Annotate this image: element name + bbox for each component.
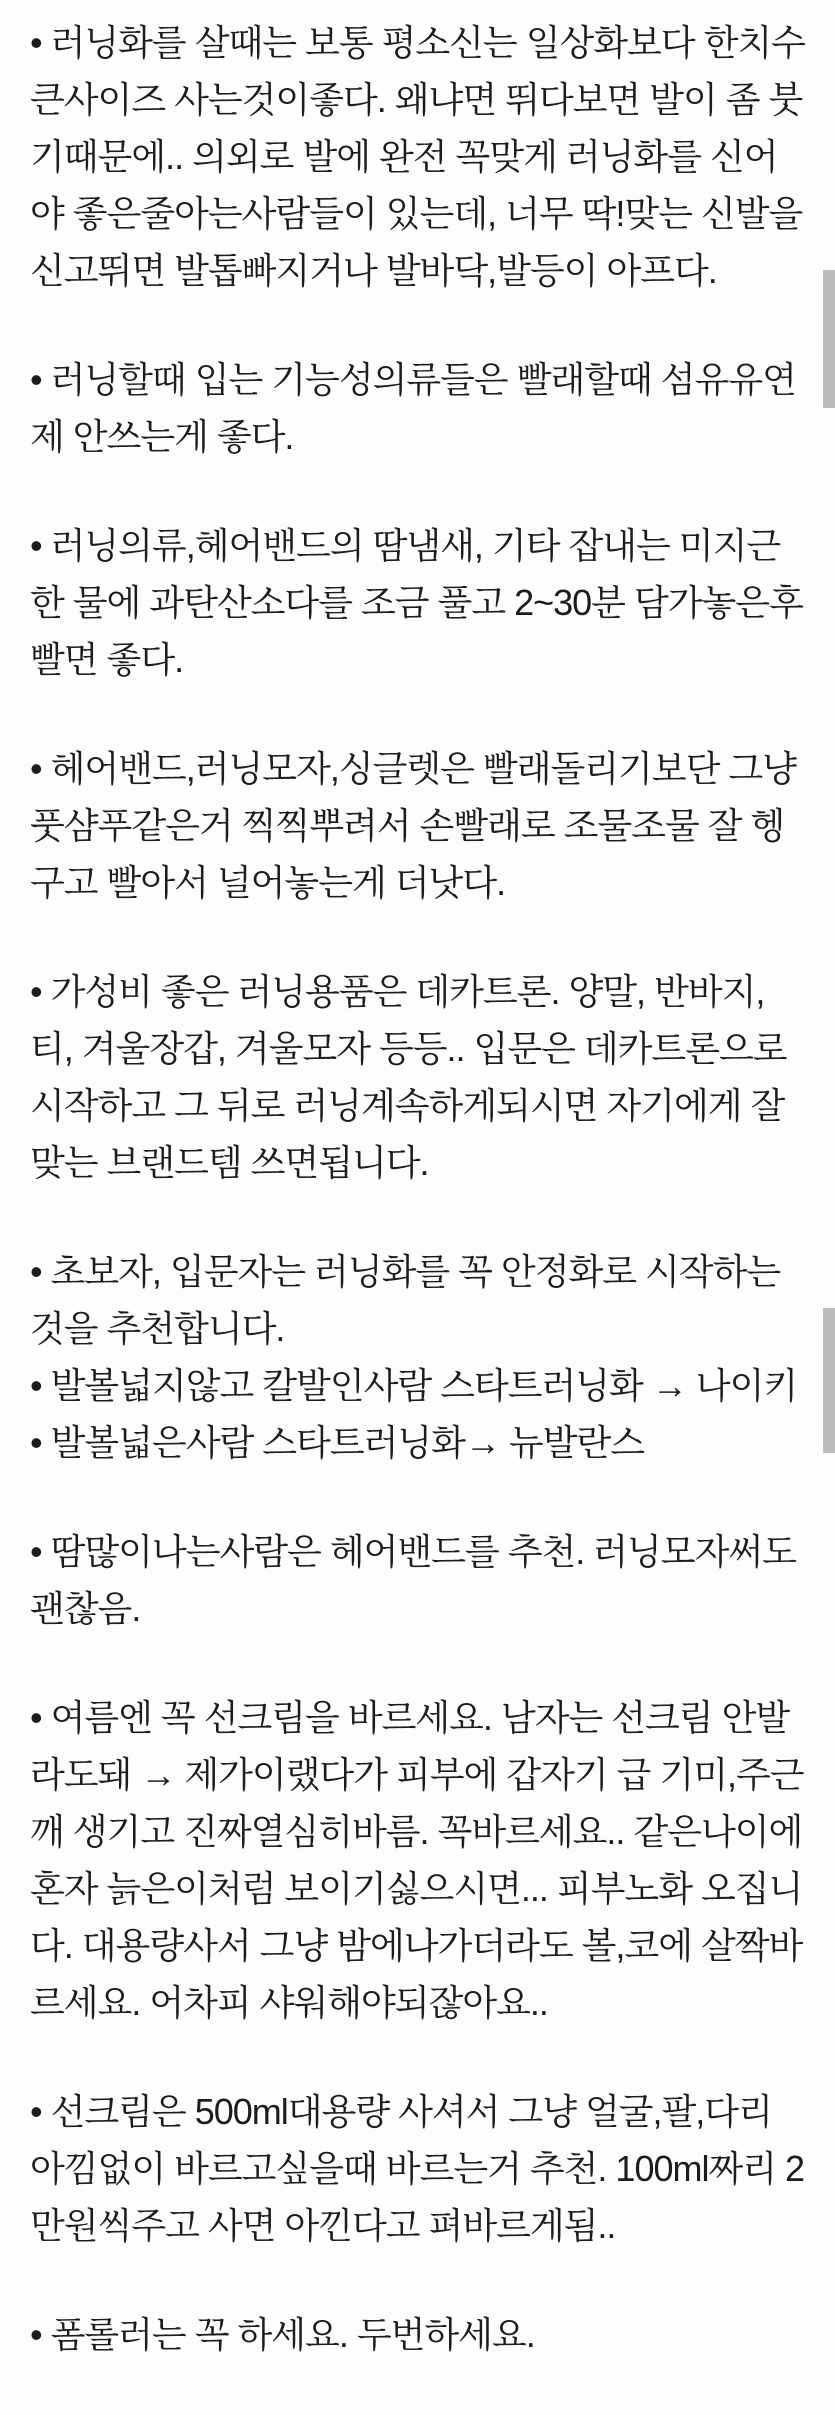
tip-text: • 러닝할때 입는 기능성의류들은 빨래할때 섬유유연제 안쓰는게 좋다.: [30, 359, 796, 457]
tip-block-decathlon: [30, 963, 807, 1191]
tip-block-beginner-shoes: [30, 1243, 807, 1471]
tip-text: • 러닝화를 살때는 보통 평소신는 일상화보다 한치수 큰사이즈 사는것이좋다. 왜냐면 뛰다보면 발이 좀 붓기때문에.. 의외로 발에 완전 꼭맞게 러닝화를 신어야 좋은줄아는사람들이 있는데, 너무 딱!맞는 신발을 신고뛰면 발톱빠지거나 발바닥,발등이 아프다.: [30, 22, 805, 291]
tip-text: • 러닝의류,헤어밴드의 땀냄새, 기타 잡내는 미지근한 물에 과탄산소다를 조금 풀고 2~30분 담가놓은후 빨면 좋다.: [30, 525, 803, 680]
tip-text: • 발볼넓지않고 칼발인사람 스타트러닝화 → 나이키: [30, 1365, 798, 1406]
tip-text: • 헤어밴드,러닝모자,싱글렛은 빨래돌리기보단 그냥 풋샴푸같은거 찍찍뿌려서 손빨래로 조물조물 잘 헹구고 빨아서 널어놓는게 더낫다.: [30, 748, 796, 903]
tip-block-fabric-softener: [30, 351, 807, 465]
tip-block-sunscreen: [30, 1689, 807, 2031]
tip-block-foam-roller: [30, 2306, 807, 2363]
scrollbar-thumb-lower[interactable]: [823, 1308, 835, 1453]
tip-block-shoe-size: [30, 14, 807, 299]
tip-text: • 땀많이나는사람은 헤어밴드를 추천. 러닝모자써도 괜찮음.: [30, 1531, 796, 1629]
tip-text: • 선크림은 500ml대용량 사셔서 그냥 얼굴,팔,다리 아낌없이 바르고싶을때 바르는거 추천. 100ml짜리 2만원씩주고 사면 아낀다고 펴바르게됨..: [30, 2091, 805, 2246]
tip-text: • 초보자, 입문자는 러닝화를 꼭 안정화로 시작하는것을 추천합니다.: [30, 1251, 781, 1349]
tip-text: • 가성비 좋은 러닝용품은 데카트론. 양말, 반바지, 티, 겨울장갑, 겨울모자 등등.. 입문은 데카트론으로 시작하고 그 뒤로 러닝계속하게되시면 자기에게 잘맞는 브랜드템 쓰면됩니다.: [30, 971, 787, 1183]
tip-text: • 여름엔 꼭 선크림을 바르세요. 남자는 선크림 안발라도돼 → 제가이랬다가 피부에 갑자기 급 기미,주근깨 생기고 진짜열심히바름. 꼭바르세요.. 같은나이에 혼자 늙은이처럼 보이기싫으시면... 피부노화 오집니다. 대용량사서 그냥 밤에나가더라도 볼,코에 살짝바르세요. 어차피 샤워해야되잖아요..: [30, 1697, 804, 2023]
tip-text: • 폼롤러는 꼭 하세요. 두번하세요.: [30, 2314, 535, 2355]
tip-block-hand-wash: [30, 740, 807, 911]
tip-block-odor-soak: [30, 517, 807, 688]
tip-block-headband: [30, 1523, 807, 1637]
tip-text: • 발볼넓은사람 스타트러닝화→ 뉴발란스: [30, 1422, 645, 1463]
tip-block-sunscreen-size: [30, 2083, 807, 2254]
scrollbar-thumb-upper[interactable]: [823, 270, 835, 408]
running-tips-document: [30, 14, 807, 2415]
